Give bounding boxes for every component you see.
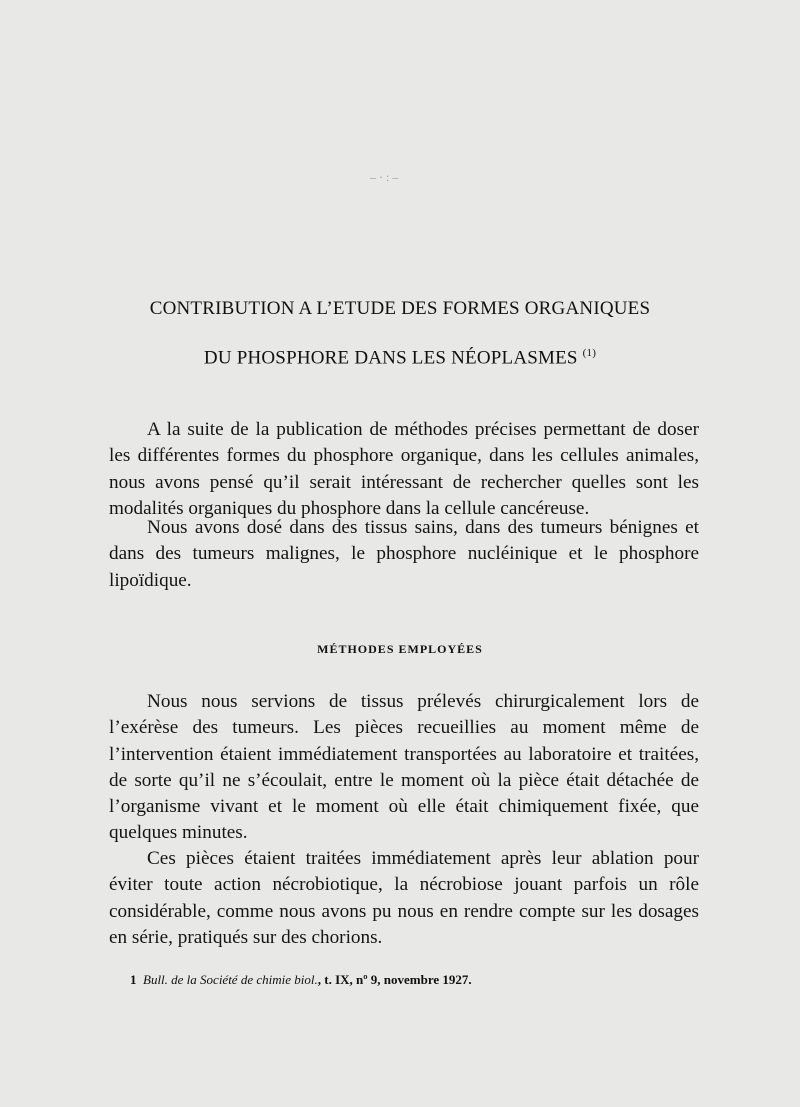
paragraph-intro (109, 417, 699, 522)
paragraph-treatment-text: Ces pièces étaient traitées immédiatement après leur ablation pour éviter toute action nécrobiotique, la nécrobiose jouant parfois un rôle considérable, comme nous avons pu nous en rendre compte sur les dosages en série, pratiqués sur des chorions. (109, 848, 699, 948)
footnote (130, 972, 690, 988)
footnote-details: , t. IX, nº 9, novembre 1927. (317, 972, 472, 987)
footnote-number: 1 (130, 972, 137, 987)
paragraph-samples-text: Nous avons dosé dans des tissus sains, dans des tumeurs bénignes et dans des tumeurs malignes, le phosphore nucléinique et le phosphore lipoïdique. (109, 517, 699, 591)
paragraph-methods (109, 689, 699, 847)
paragraph-intro-text: A la suite de la publication de méthodes précises permettant de doser les différentes formes du phosphore organique, dans les cellules animales, nous avons pensé qu’il serait intéressant de rechercher quelles sont les modalités organiques du phosphore dans la cellule cancéreuse. (109, 419, 699, 519)
footnote-source: Bull. de la Société de chimie biol. (143, 972, 318, 987)
paragraph-methods-text: Nous nous servions de tissus prélevés chirurgicalement lors de l’exérèse des tumeurs. Les pièces recueillies au moment même de l’intervention étaient immédiatement transportées au laboratoire et traitées, de sorte qu’il ne s’écoulait, entre le moment où la pièce était détachée de l’organisme vivant et le moment où elle était chimiquement fixée, que quelques minutes. (109, 691, 699, 844)
paragraph-treatment (109, 846, 699, 951)
section-heading-methodes: MÉTHODES EMPLOYÉES (317, 642, 483, 656)
article-title-line-2 (0, 347, 800, 369)
paragraph-samples (109, 515, 699, 594)
article-title-text: DU PHOSPHORE DANS LES NÉOPLASMES (203, 347, 578, 369)
article-title-line-1: CONTRIBUTION A L’ETUDE DES FORMES ORGANIQUES (149, 298, 651, 319)
footnote-reference: (1) (582, 347, 597, 359)
bleed-through-mark: – · : – (370, 170, 399, 184)
